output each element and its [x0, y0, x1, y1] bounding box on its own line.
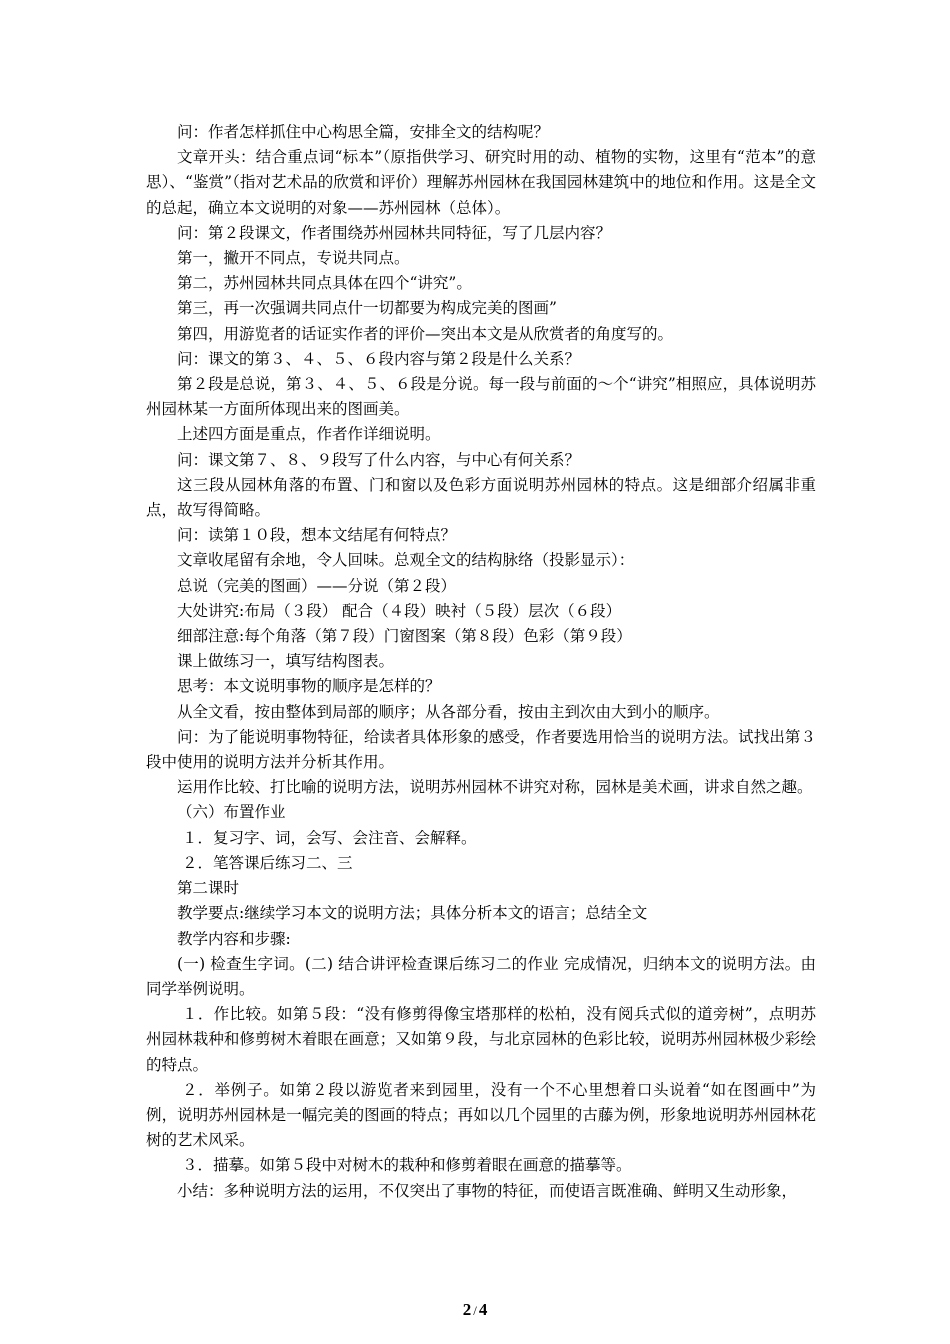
paragraph: 第２段是总说，第３、４、５、６段是分说。每一段与前面的～个“讲究”相照应，具体说明苏州园林某一方面所体现出来的图画美。 [146, 375, 816, 419]
paragraph: 问：作者怎样抓住中心构思全篇，安排全文的结构呢？ [177, 123, 550, 141]
paragraph: 小结：多种说明方法的运用，不仅突出了事物的特征，而使语言既准确、鲜明又生动形象， [177, 1181, 798, 1200]
paragraph: 文章收尾留有余地，令人回味。总观全文的结构脉络（投影显示）： [177, 551, 635, 570]
list-item: ３．描摹。如第５段中对树木的栽种和修剪着眼在画意的描摹等。 [182, 1156, 632, 1175]
paragraph: 第四，用游览者的话证实作者的评价—突出本文是从欣赏者的角度写的。 [177, 324, 674, 343]
paragraph: 课上做练习一，填写结构图表。 [177, 652, 395, 671]
section-heading: （六）布置作业 [177, 803, 286, 822]
current-page: 2 [462, 1300, 472, 1319]
paragraph: 这三段从园林角落的布置、门和窗以及色彩方面说明苏州园林的特点。这是细部介绍属非重点，故写得简略。 [146, 475, 816, 520]
paragraph: 第一，撇开不同点，专说共同点。 [177, 249, 410, 268]
list-item: １．作比较。如第５段：“没有修剪得像宝塔那样的松柏，没有阅兵式似的道旁树”，点明苏州园林栽种和修剪树木着眼在画意；又如第９段，与北京园林的色彩比较，说明苏州园林极少彩绘的特点。 [146, 1005, 816, 1074]
paragraph: 大处讲究:布局（３段） 配合（４段）映衬（５段）层次（６段） [177, 601, 622, 620]
paragraph: 运用作比较、打比喻的说明方法，说明苏州园林不讲究对称，园林是美术画，讲求自然之趣。 [177, 778, 813, 797]
paragraph: 思考：本文说明事物的顺序是怎样的？ [177, 677, 441, 696]
paragraph: 第二，苏州园林共同点具体在四个“讲究”。 [177, 274, 472, 293]
total-pages: 4 [478, 1300, 488, 1319]
paragraph: 问：第２段课文，作者围绕苏州园林共同特征，写了几层内容？ [177, 223, 612, 242]
paragraph: 教学内容和步骤: [177, 929, 291, 948]
page-separator: / [473, 1303, 477, 1318]
paragraph: 从全文看，按由整体到局部的顺序；从各部分看，按由主到次由大到小的顺序。 [177, 702, 720, 721]
paragraph: 问：为了能说明事物特征，给读者具体形象的感受，作者要选用恰当的说明方法。试找出第３段中使用的说明方法并分析其作用。 [146, 727, 816, 772]
paragraph: 教学要点:继续学习本文的说明方法；具体分析本文的语言；总结全文 [177, 904, 648, 923]
section-heading: 第二课时 [177, 879, 240, 898]
list-item: １．复习字、词，会写、会注音、会解释。 [182, 828, 477, 847]
list-item: ２．笔答课后练习二、三 [182, 853, 353, 872]
paragraph: 问：读第１０段，想本文结尾有何特点？ [177, 526, 457, 545]
paragraph: 第三，再一次强调共同点什一切都要为构成完美的图画” [177, 299, 557, 318]
paragraph: 细部注意:每个角落（第７段）门窗图案（第８段）色彩（第９段） [177, 627, 632, 646]
page-number [0, 1300, 950, 1320]
paragraph: 问：课文的第３、４、５、６段内容与第２段是什么关系？ [177, 349, 581, 368]
paragraph: 文章开头：结合重点词“标本”（原指供学习、研究时用的动、植物的实物，这里有“范本”的意思）、“鉴赏”（指对艺术品的欣赏和评价）理解苏州园林在我国园林建筑中的地位和作用。这是全文的总起，确立本文说明的对象——苏州园林（总体）。 [146, 148, 816, 217]
paragraph: 总说（完美的图画）——分说（第２段） [177, 576, 457, 595]
paragraph: 上述四方面是重点，作者作详细说明。 [177, 425, 441, 444]
paragraph: (一) 检查生字词。(二) 结合讲评检查课后练习二的作业 完成情况，归纳本文的说明方法。由同学举例说明。 [146, 954, 816, 998]
paragraph: 问：课文第７、８、９段写了什么内容，与中心有何关系？ [177, 450, 581, 469]
list-item: ２．举例子。如第２段以游览者来到园里，没有一个不心里想着口头说着“如在图画中”为例，说明苏州园林是一幅完美的图画的特点；再如以几个园里的古藤为例，形象地说明苏州园林花树的艺术风采。 [146, 1080, 816, 1150]
document-body [146, 120, 816, 1204]
